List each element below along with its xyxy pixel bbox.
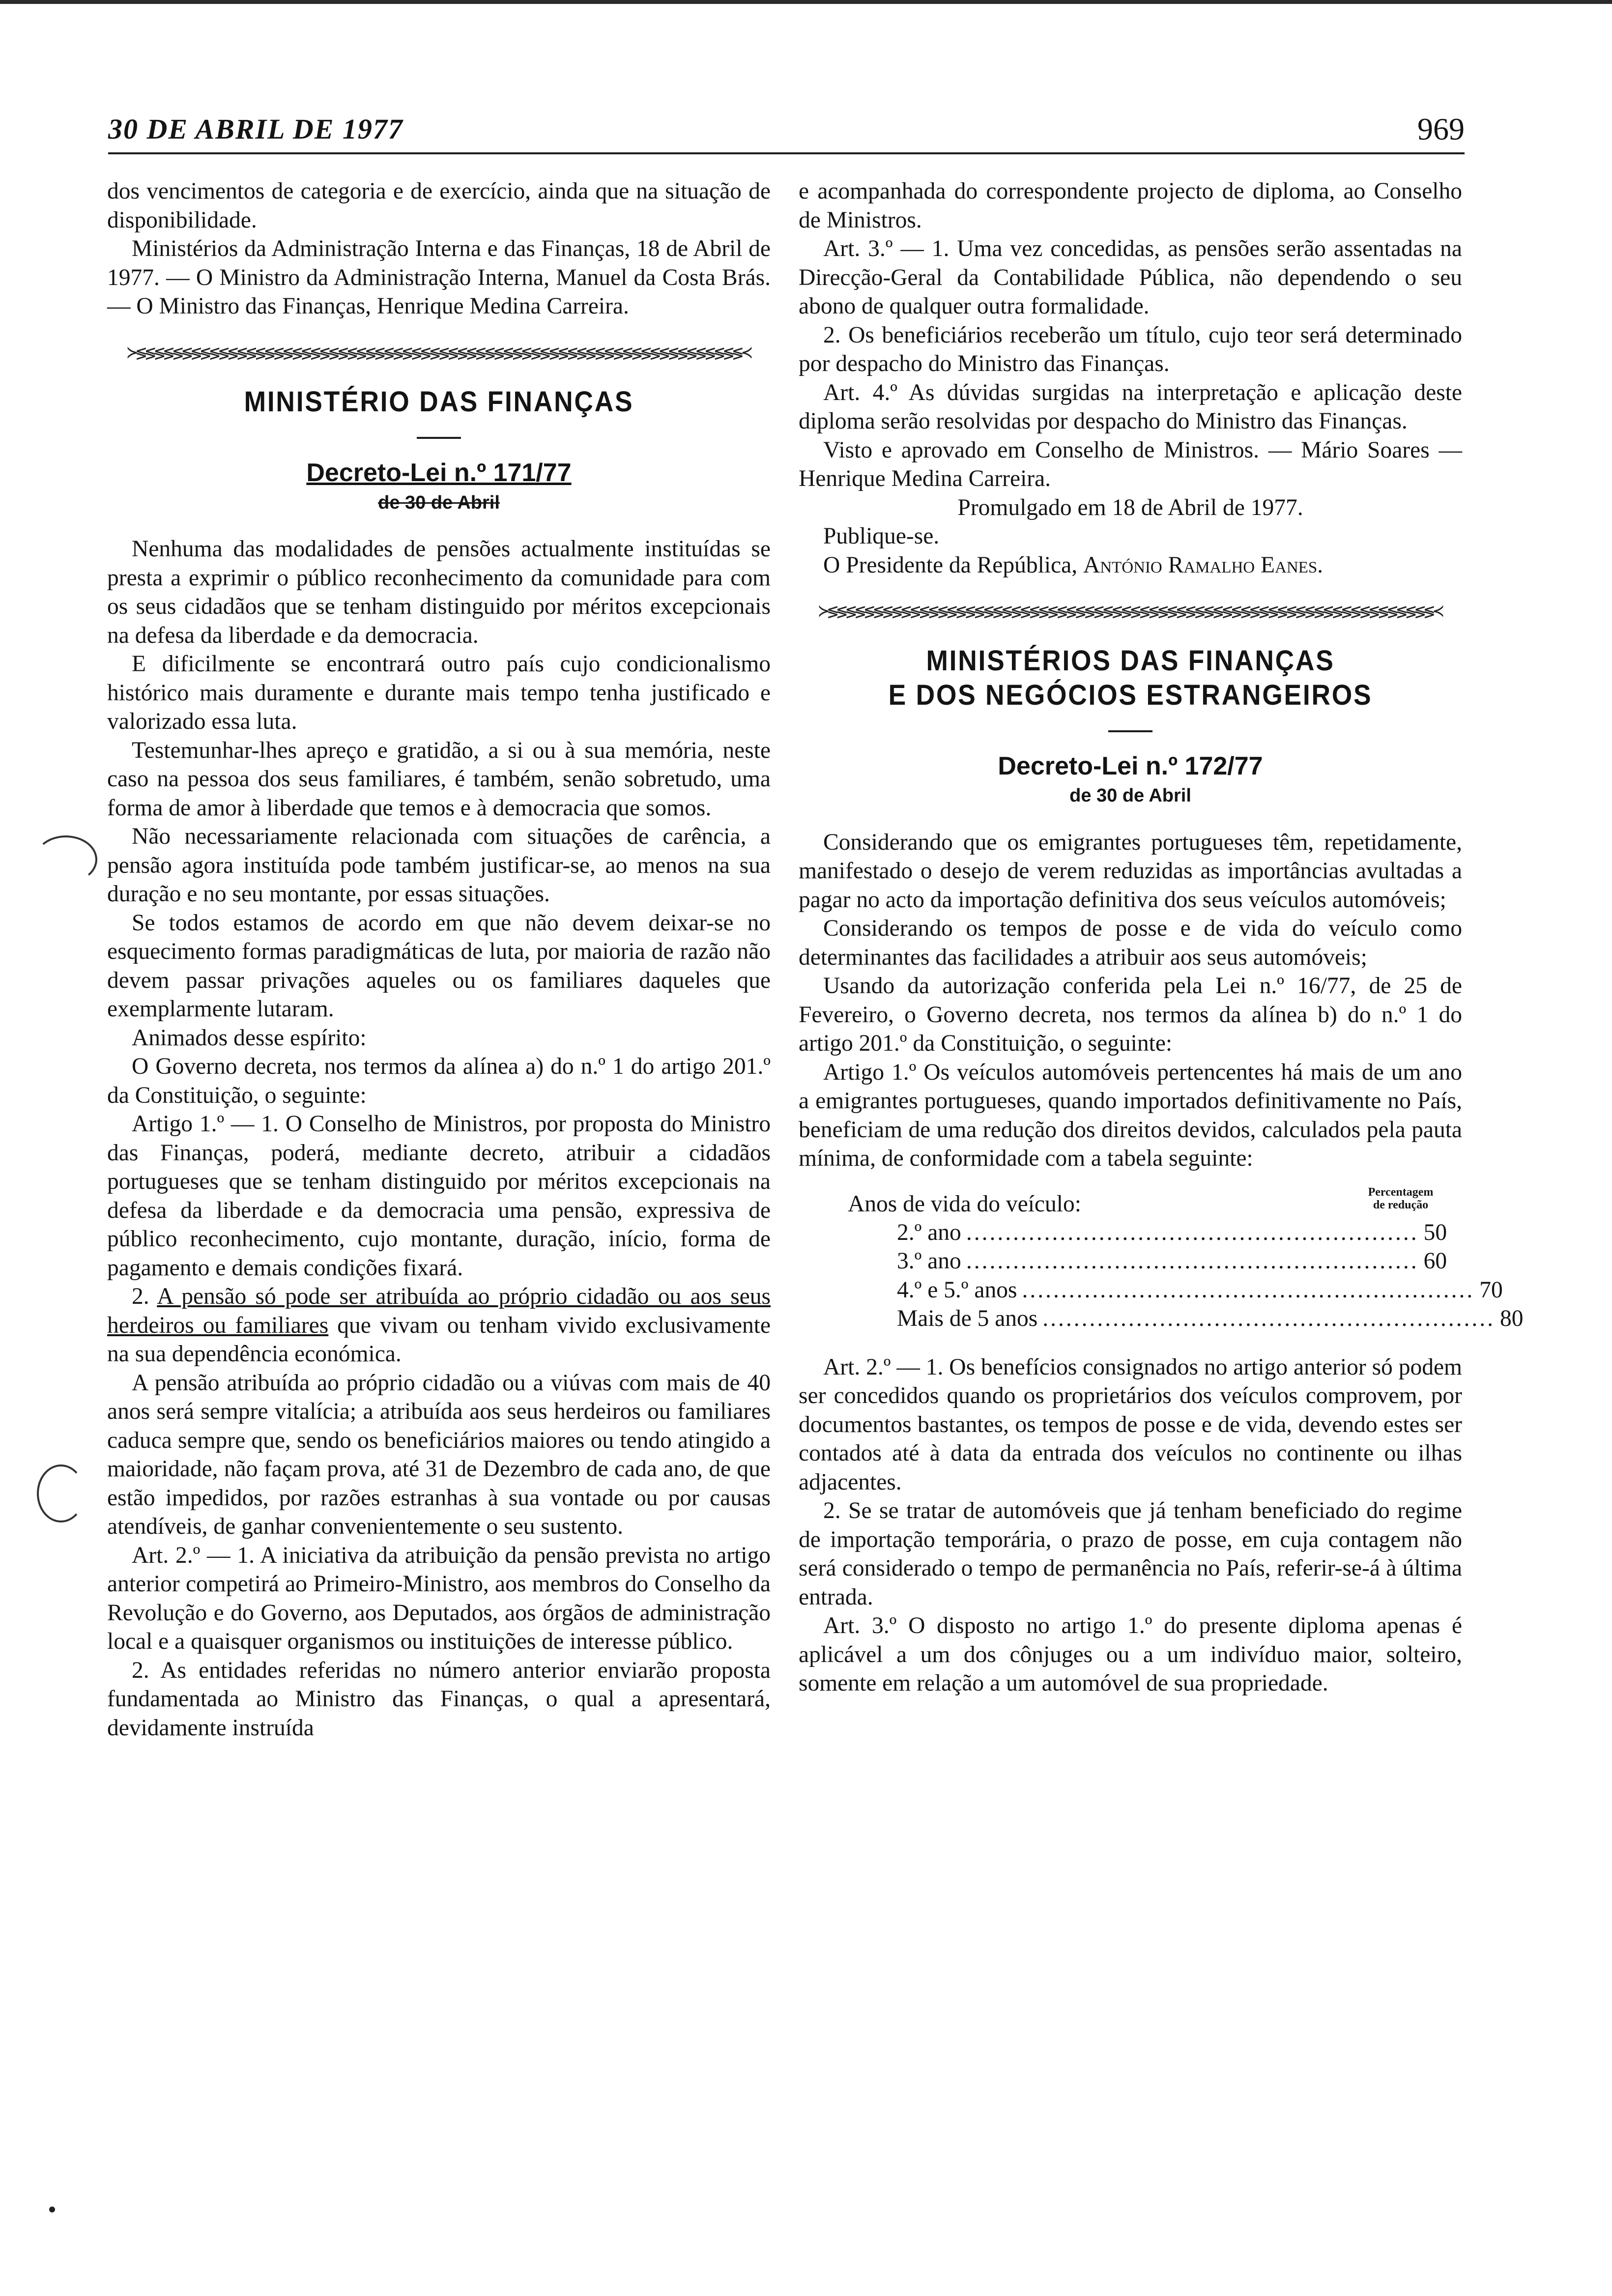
header-line: Percentagem — [1368, 1185, 1434, 1199]
signature-paragraph: Ministérios da Administração Interna e das Finanças, 18 de Abril de 1977. — O Ministro da Administração Interna, Manuel da Costa Brás. — O Ministro das Finanças, Henrique Medina Carreira. — [107, 236, 771, 319]
table-header — [848, 1186, 1442, 1218]
paragraph: E dificilmente se encontrará outro país cujo condicionalismo histórico mais duramente e durante mais tempo tenha justificado e valorizado essa luta. — [107, 651, 771, 734]
article-2-item-2: 2. As entidades referidas no número anterior enviarão proposta fundamentada ao Ministro das Finanças, o qual a apresentará, devidamente instruída — [107, 1657, 771, 1741]
underlined-passage: A pensão só pode ser atribuída ao próprio cidadão ou aos seus herdeiros ou familiares — [107, 1284, 771, 1338]
decree-date: de 30 de Abril — [1069, 785, 1191, 806]
paragraph: e acompanhada do correspondente projecto de diploma, ao Conselho de Ministros. — [799, 178, 1462, 233]
paragraph: Testemunhar-lhes apreço e gratidão, a si ou à sua memória, neste caso na pessoa dos seus familiares, é também, senão sobretudo, uma forma de amor à liberdade que temos e à democracia que somos. — [107, 737, 771, 821]
paragraph: Não necessariamente relacionada com situações de carência, a pensão agora instituída pode também justificar-se, ao menos na sua duração e no seu montante, por essas situações. — [107, 824, 771, 907]
section-ornament: ≻≶≶≶≶≶≶≶≶≶≶≶≶≶≶≶≶≶≶≶≶≶≶≶≶≶≶≶≶≶≶≶≶≶≶≶≶≶≶≶≶≶≶≶≶≶≶≶≶≶≶≶≶≶≶≶≶≶≶≶≶≶≶≶≶≶≶≺ — [127, 342, 751, 363]
leader-dots: .......................................................... — [1022, 1277, 1475, 1303]
approval-paragraph: Visto e aprovado em Conselho de Ministros. — Mário Soares — Henrique Medina Carreira. — [799, 437, 1462, 491]
paragraph: Considerando que os emigrantes portugueses têm, repetidamente, manifestado o desejo de verem reduzidas as importâncias avultadas a pagar no acto da importação definitiva dos seus veículos automóveis; — [799, 829, 1462, 913]
article-2: Art. 2.º — 1. Os benefícios consignados no artigo anterior só podem ser concedidos quando os proprietários dos veículos comprovem, por documentos bastantes, os tempos de posse e de vida, devendo estes ser contados até à data da entrada dos veículos no continente ou ilhas adjacentes. — [799, 1354, 1462, 1495]
row-label: 2.º ano — [897, 1219, 961, 1245]
row-value: 60 — [1423, 1248, 1447, 1274]
page-header — [108, 98, 1465, 154]
ministry-title — [825, 644, 1436, 713]
president-text: O Presidente da República, — [823, 552, 1083, 578]
header-line: de redução — [1373, 1198, 1429, 1211]
ministry-title-line-2: E DOS NEGÓCIOS ESTRANGEIROS — [888, 679, 1373, 711]
row-label: 3.º ano — [897, 1248, 961, 1274]
article-1-item-2 — [107, 1282, 771, 1369]
decree-date: de 30 de Abril — [378, 492, 500, 513]
row-label: Mais de 5 anos — [897, 1306, 1038, 1331]
left-column — [107, 177, 771, 1742]
leader-dots: .......................................................... — [966, 1219, 1419, 1245]
row-value: 50 — [1423, 1219, 1447, 1245]
table-row — [848, 1304, 1524, 1333]
short-rule — [1108, 730, 1152, 732]
row-label: 4.º e 5.º anos — [897, 1277, 1017, 1303]
row-value: 70 — [1479, 1277, 1503, 1303]
article-3: Art. 3.º O disposto no artigo 1.º do presente diploma apenas é aplicável a um dos cônjuges ou a um indivíduo maior, solteiro, somente em relação a um automóvel de sua propriedade. — [799, 1613, 1462, 1696]
table-row — [848, 1218, 1447, 1247]
margin-pen-mark — [34, 835, 97, 884]
article-1: Artigo 1.º — 1. O Conselho de Ministros, por proposta do Ministro das Finanças, poderá, mediante decreto, atribuir a cidadãos portugueses que se tenham distinguido por méritos excepcionais na defesa da liberdade e da democracia uma pensão, expressiva de público reconhecimento, cujo montante, duração, início, forma de pagamento e demais condições fixará. — [107, 1111, 771, 1281]
table-row — [848, 1276, 1503, 1305]
page-number: 969 — [1417, 112, 1465, 146]
promulgation-line: Promulgado em 18 de Abril de 1977. — [957, 494, 1303, 520]
row-value: 80 — [1500, 1306, 1524, 1331]
paragraph: A pensão atribuída ao próprio cidadão ou a viúvas com mais de 40 anos será sempre vitalícia; a atribuída aos seus herdeiros ou familiares caduca sempre que, sendo os beneficiários maiores ou tendo atingido a maioridade, não façam prova, até 31 de Dezembro de cada ano, de que estão impedidos, por razões estranhas à sua vontade ou por causas atendíveis, de ganhar convenientemente o seu sustento. — [107, 1370, 771, 1539]
section-ornament: ≻≶≶≶≶≶≶≶≶≶≶≶≶≶≶≶≶≶≶≶≶≶≶≶≶≶≶≶≶≶≶≶≶≶≶≶≶≶≶≶≶≶≶≶≶≶≶≶≶≶≶≶≶≶≶≶≶≶≶≶≶≶≶≶≶≶≶≺ — [818, 601, 1442, 621]
paragraph: O Governo decreta, nos termos da alínea a) do n.º 1 do artigo 201.º da Constituição, o seguinte: — [107, 1054, 771, 1108]
paragraph: Se todos estamos de acordo em que não devem deixar-se no esquecimento formas paradigmáticas de luta, por maioria de razão não devem passar privações aqueles ou os familiares daqueles que exemplarmente lutaram. — [107, 910, 771, 1022]
decree-title: Decreto-Lei n.º 171/77 — [306, 459, 572, 487]
item-number: 2. — [132, 1284, 157, 1309]
ministry-title: MINISTÉRIO DAS FINANÇAS — [244, 386, 634, 418]
scan-dot — [49, 2207, 55, 2212]
publish-line: Publique-se. — [823, 523, 940, 549]
decree-title: Decreto-Lei n.º 172/77 — [998, 751, 1263, 780]
leader-dots: .......................................................... — [1042, 1306, 1496, 1331]
short-rule — [417, 437, 461, 439]
article-3-item-2: 2. Os beneficiários receberão um título, cujo teor será determinado por despacho do Ministro das Finanças. — [799, 322, 1462, 376]
reduction-table — [848, 1185, 1524, 1333]
president-name: António Ramalho Eanes. — [1083, 552, 1324, 578]
paragraph: Usando da autorização conferida pela Lei n.º 16/77, de 25 de Fevereiro, o Governo decreta, nos termos da alínea b) do n.º 1 do artigo 201.º da Constituição, o seguinte: — [799, 973, 1462, 1056]
paragraph: dos vencimentos de categoria e de exercício, ainda que na situação de disponibilidade. — [107, 178, 771, 233]
table-row — [848, 1247, 1447, 1276]
item-text: que vivam ou tenham vivido exclusivamente na sua dependência económica. — [107, 1312, 771, 1367]
issue-date: 30 DE ABRIL DE 1977 — [108, 113, 403, 145]
article-3: Art. 3.º — 1. Uma vez concedidas, as pensões serão assentadas na Direcção-Geral da Contabilidade Pública, não dependendo o seu abono de qualquer outra formalidade. — [799, 236, 1462, 319]
margin-pen-mark — [37, 1464, 85, 1522]
table-header-percentage — [1359, 1186, 1442, 1211]
paragraph: Nenhuma das modalidades de pensões actualmente instituídas se presta a exprimir o público reconhecimento da comunidade para com os seus cidadãos que se tenham distinguido por méritos excepcionais na defesa da liberdade e da democracia. — [107, 536, 771, 648]
table-header-years: Anos de vida do veículo: — [848, 1191, 1081, 1217]
article-2: Art. 2.º — 1. A iniciativa da atribuição da pensão prevista no artigo anterior competirá ao Primeiro-Ministro, aos membros do Conselho da Revolução e do Governo, aos Deputados, aos órgãos de administração local e a quaisquer organismos ou instituições de interesse público. — [107, 1542, 771, 1654]
right-column — [799, 177, 1524, 1698]
article-4: Art. 4.º As dúvidas surgidas na interpretação e aplicação deste diploma serão resolvidas por despacho do Ministro das Finanças. — [799, 379, 1462, 434]
scan-top-edge — [0, 0, 1612, 4]
leader-dots: .......................................................... — [966, 1248, 1419, 1274]
paragraph: Considerando os tempos de posse e de vida do veículo como determinantes das facilidades a atribuir aos seus automóveis; — [799, 916, 1462, 970]
paragraph: Animados desse espírito: — [132, 1025, 367, 1051]
ministry-title-line-1: MINISTÉRIOS DAS FINANÇAS — [926, 644, 1335, 677]
article-1: Artigo 1.º Os veículos automóveis pertencentes há mais de um ano a emigrantes portugueses, quando importados definitivamente no País, beneficiam de uma redução dos direitos devidos, calculados pela pauta mínima, de conformidade com a tabela seguinte: — [799, 1059, 1462, 1171]
president-line — [799, 551, 1462, 580]
article-2-item-2: 2. Se se tratar de automóveis que já tenham beneficiado do regime de importação temporária, o prazo de posse, em cuja contagem não será considerado o tempo de permanência no País, referir-se-á à última entrada. — [799, 1498, 1462, 1610]
